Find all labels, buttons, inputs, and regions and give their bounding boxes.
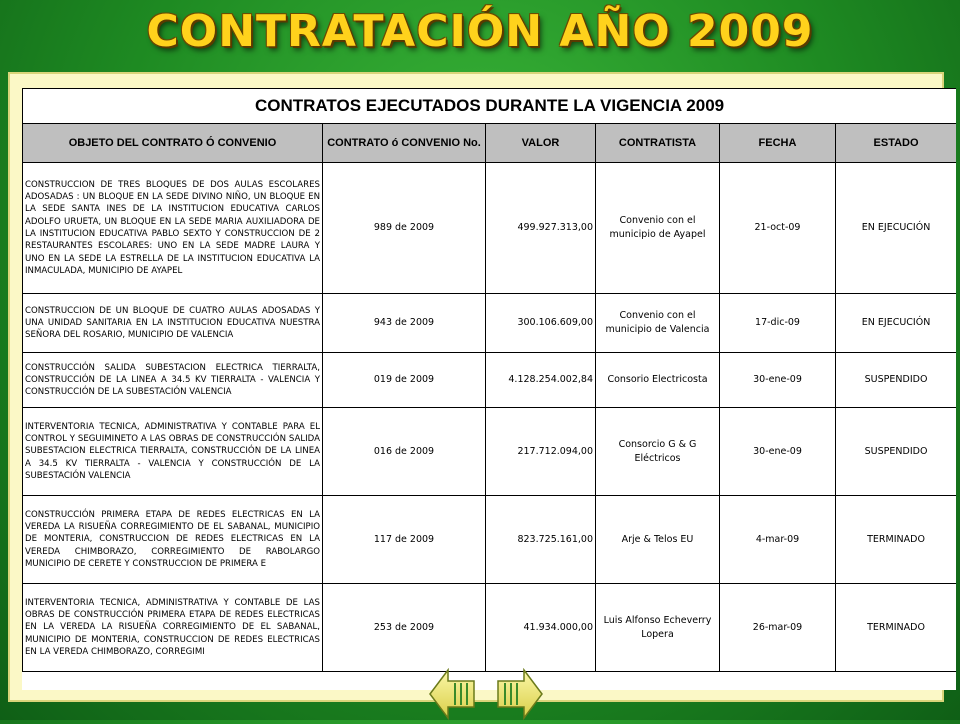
table-row	[23, 294, 957, 353]
cell-estado: SUSPENDIDO	[836, 353, 957, 408]
cell-contratista: Consorcio G & G Eléctricos	[596, 408, 720, 496]
next-arrow-icon[interactable]	[498, 670, 542, 718]
column-header-estado: ESTADO	[836, 124, 957, 163]
cell-fecha: 30-ene-09	[720, 408, 836, 496]
cell-numero: 989 de 2009	[323, 163, 486, 294]
cell-objeto: INTERVENTORIA TECNICA, ADMINISTRATIVA Y CONTABLE DE LAS OBRAS DE CONSTRUCCIÓN PRIMERA ETAPA DE REDES ELECTRICAS EN LA VEREDA LA RISUEÑA CORREGIMIENTO DE EL SABANAL, MUNICIPIO DE MONTERIA, CONSTRUCCION DE REDES ELECTRICAS EN LA VEREDA CHIMBORAZO, CORREGIMI	[23, 584, 323, 672]
previous-arrow-icon[interactable]	[430, 670, 474, 718]
cell-numero: 117 de 2009	[323, 496, 486, 584]
cell-numero: 253 de 2009	[323, 584, 486, 672]
table-heading: CONTRATOS EJECUTADOS DURANTE LA VIGENCIA 2009	[23, 89, 957, 124]
cell-fecha: 26-mar-09	[720, 584, 836, 672]
cell-valor: 4.128.254.002,84	[486, 353, 596, 408]
cell-objeto: INTERVENTORIA TECNICA, ADMINISTRATIVA Y CONTABLE PARA EL CONTROL Y SEGUIMINETO A LAS OBRAS DE CONSTRUCCIÓN SALIDA SUBESTACION ELECTRICA TIERRALTA, CONSTRUCCIÓN DE LA LINEA A 34.5 KV TIERRALTA - VALENCIA Y CONSTRUCCIÓN DE LA SUBESTACIÓN VALENCIA	[23, 408, 323, 496]
table-row	[23, 408, 957, 496]
cell-valor: 823.725.161,00	[486, 496, 596, 584]
nav-arrows-graphic	[428, 668, 544, 720]
cell-objeto: CONSTRUCCIÓN SALIDA SUBESTACION ELECTRICA TIERRALTA, CONSTRUCCIÓN DE LA LINEA A 34.5 KV TIERRALTA - VALENCIA Y CONSTRUCCIÓN DE LA SUBESTACIÓN VALENCIA	[23, 353, 323, 408]
column-header-valor: VALOR	[486, 124, 596, 163]
contracts-table	[22, 88, 956, 672]
cell-estado: TERMINADO	[836, 496, 957, 584]
cell-fecha: 4-mar-09	[720, 496, 836, 584]
cell-objeto: CONSTRUCCION DE TRES BLOQUES DE DOS AULAS ESCOLARES ADOSADAS : UN BLOQUE EN LA SEDE DIVINO NIÑO, UN BLOQUE EN LA SEDE SANTA INES DE LA INSTITUCION EDUCATIVA CARLOS ADOLFO URUETA, UN BLOQUE EN LA SEDE MARIA AUXILIADORA DE LA INSTITUCION EDUCATIVA PABLO SEXTO Y CONSTRUCCION DE 2 RESTAURANTES ESCOLARES: UNO EN LA SEDE MADRE LAURA Y UNO EN LA SEDE LA ESTRELLA DE LA INSTITUCION EDUCATIVA LA INMACULADA, MUNICIPIO DE AYAPEL	[23, 163, 323, 294]
contracts-sheet	[22, 88, 956, 690]
table-row	[23, 496, 957, 584]
cell-contratista: Convenio con el municipio de Valencia	[596, 294, 720, 353]
cell-objeto: CONSTRUCCIÓN PRIMERA ETAPA DE REDES ELECTRICAS EN LA VEREDA LA RISUEÑA CORREGIMIENTO DE EL SABANAL, MUNICIPIO DE MONTERIA, CONSTRUCCION DE REDES ELECTRICAS EN LA VEREDA CHIMBORAZO, CORREGIMIENTO DE RABOLARGO MUNICIPIO DE CERETE Y CONSTRUCCION DE PRIMERA E	[23, 496, 323, 584]
cell-valor: 499.927.313,00	[486, 163, 596, 294]
cell-objeto: CONSTRUCCION DE UN BLOQUE DE CUATRO AULAS ADOSADAS Y UNA UNIDAD SANITARIA EN LA INSTITUCION EDUCATIVA NUESTRA SEÑORA DEL ROSARIO, MUNICIPIO DE VALENCIA	[23, 294, 323, 353]
column-header-objeto: OBJETO DEL CONTRATO Ó CONVENIO	[23, 124, 323, 163]
cell-estado: TERMINADO	[836, 584, 957, 672]
cell-fecha: 17-dic-09	[720, 294, 836, 353]
cell-contratista: Luis Alfonso Echeverry Lopera	[596, 584, 720, 672]
column-header-contratista: CONTRATISTA	[596, 124, 720, 163]
table-row	[23, 163, 957, 294]
cell-valor: 300.106.609,00	[486, 294, 596, 353]
cell-numero: 943 de 2009	[323, 294, 486, 353]
cell-estado: SUSPENDIDO	[836, 408, 957, 496]
cell-fecha: 30-ene-09	[720, 353, 836, 408]
cell-estado: EN EJECUCIÓN	[836, 163, 957, 294]
cell-fecha: 21-oct-09	[720, 163, 836, 294]
column-header-fecha: FECHA	[720, 124, 836, 163]
cell-numero: 019 de 2009	[323, 353, 486, 408]
page-title: CONTRATACIÓN AÑO 2009	[146, 6, 814, 57]
cell-contratista: Consorio Electricosta	[596, 353, 720, 408]
column-header-row	[23, 124, 957, 163]
column-header-numero: CONTRATO ó CONVENIO No.	[323, 124, 486, 163]
table-row	[23, 584, 957, 672]
slide-navigation	[428, 668, 544, 720]
cell-valor: 217.712.094,00	[486, 408, 596, 496]
cell-numero: 016 de 2009	[323, 408, 486, 496]
cell-estado: EN EJECUCIÓN	[836, 294, 957, 353]
cell-valor: 41.934.000,00	[486, 584, 596, 672]
cell-contratista: Arje & Telos EU	[596, 496, 720, 584]
table-row	[23, 353, 957, 408]
cell-contratista: Convenio con el municipio de Ayapel	[596, 163, 720, 294]
